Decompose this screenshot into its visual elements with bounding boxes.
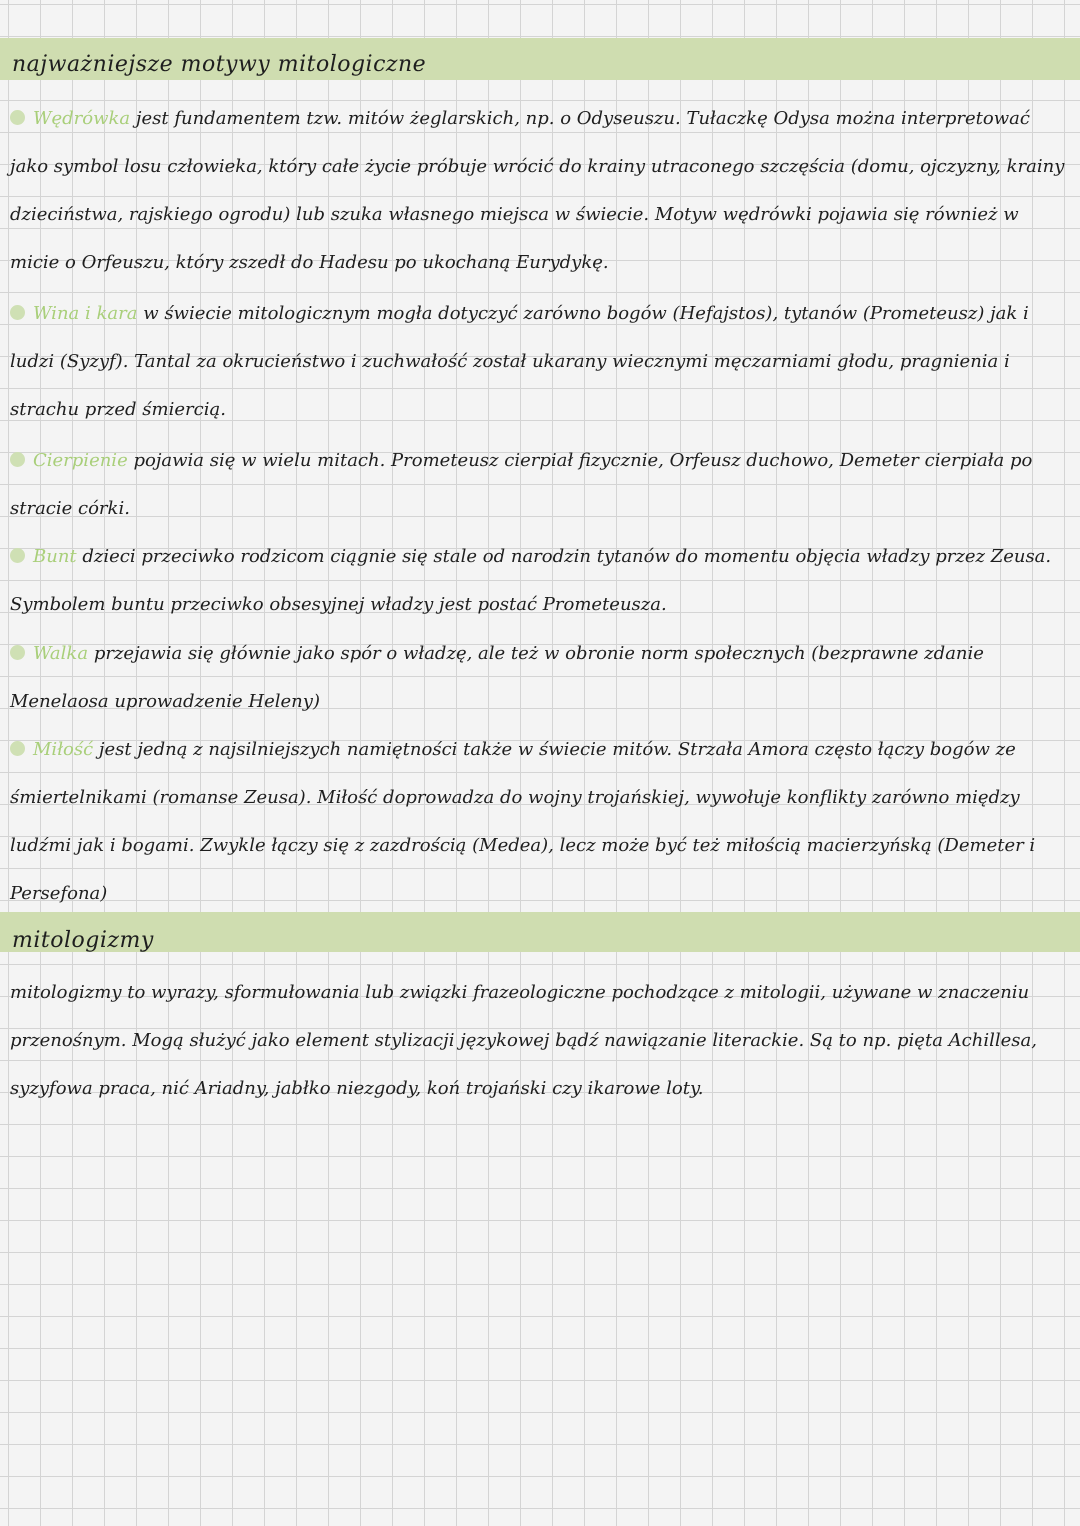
section-band-mitologizmy bbox=[0, 912, 1080, 952]
motif-paragraph-wedrowka bbox=[10, 95, 1065, 287]
motif-paragraph-cierpienie bbox=[10, 437, 1065, 533]
motif-paragraph-bunt bbox=[10, 533, 1065, 629]
bullet-dot-icon bbox=[10, 452, 25, 467]
section-heading-mitologizmy: mitologizmy bbox=[12, 928, 154, 953]
bullet-dot-icon bbox=[10, 110, 25, 125]
bullet-dot-icon bbox=[10, 548, 25, 563]
motif-paragraph-milosc bbox=[10, 726, 1065, 918]
bullet-dot-icon bbox=[10, 305, 25, 320]
motif-keyword: Walka bbox=[33, 643, 89, 664]
section-heading-motywy: najważniejsze motywy mitologiczne bbox=[12, 52, 427, 77]
motif-keyword: Cierpienie bbox=[33, 450, 128, 471]
bullet-dot-icon bbox=[10, 741, 25, 756]
motif-keyword: Wędrówka bbox=[33, 108, 131, 129]
motif-text: jest fundamentem tzw. mitów żeglarskich, np. o Odyseuszu. Tułaczkę Odysa można interpretować jako symbol losu człowieka, który całe życie próbuje wrócić do krainy utraconego szczęścia (domu, ojczyzny, krainy dzieciństwa, rajskiego ogrodu) lub szuka własnego miejsca w świecie. Motyw wędrówki pojawia się również w micie o Orfeuszu, który zszedł do Hadesu po ukochaną Eurydykę. bbox=[10, 108, 1065, 273]
motif-text: w świecie mitologicznym mogła dotyczyć zarówno bogów (Hefajstos), tytanów (Prometeusz) jak i ludzi (Syzyf). Tantal za okrucieństwo i zuchwałość został ukarany wiecznymi męczarniami głodu, pragnienia i strachu przed śmiercią. bbox=[10, 303, 1029, 420]
motif-paragraph-walka bbox=[10, 630, 1065, 726]
motif-text: jest jedną z najsilniejszych namiętności także w świecie mitów. Strzała Amora często łączy bogów ze śmiertelnikami (romanse Zeusa). Miłość doprowadza do wojny trojańskiej, wywołuje konflikty zarówno między ludźmi jak i bogami. Zwykle łączy się z zazdrością (Medea), lecz może być też miłością macierzyńską (Demeter i Persefona) bbox=[10, 739, 1036, 904]
motif-keyword: Wina i kara bbox=[33, 303, 138, 324]
motif-text: dzieci przeciwko rodzicom ciągnie się stale od narodzin tytanów do momentu objęcia władzy przez Zeusa. Symbolem buntu przeciwko obsesyjnej władzy jest postać Prometeusza. bbox=[10, 546, 1052, 615]
motif-text: pojawia się w wielu mitach. Prometeusz cierpiał fizycznie, Orfeusz duchowo, Demeter cierpiała po stracie córki. bbox=[10, 450, 1033, 519]
bullet-dot-icon bbox=[10, 645, 25, 660]
motif-keyword: Bunt bbox=[33, 546, 77, 567]
motif-keyword: Miłość bbox=[33, 739, 94, 760]
motif-text: przejawia się głównie jako spór o władzę, ale też w obronie norm społecznych (bezprawne zdanie Menelaosa uprowadzenie Heleny) bbox=[10, 643, 984, 712]
mitologizmy-paragraph: mitologizmy to wyrazy, sformułowania lub związki frazeologiczne pochodzące z mitologii, używane w znaczeniu przenośnym. Mogą służyć jako element stylizacji językowej bądź nawiązanie literackie. Są to np. pięta Achillesa, syzyfowa praca, nić Ariadny, jabłko niezgody, koń trojański czy ikarowe loty. bbox=[10, 982, 1037, 1099]
motif-paragraph-wina-i-kara bbox=[10, 290, 1065, 434]
